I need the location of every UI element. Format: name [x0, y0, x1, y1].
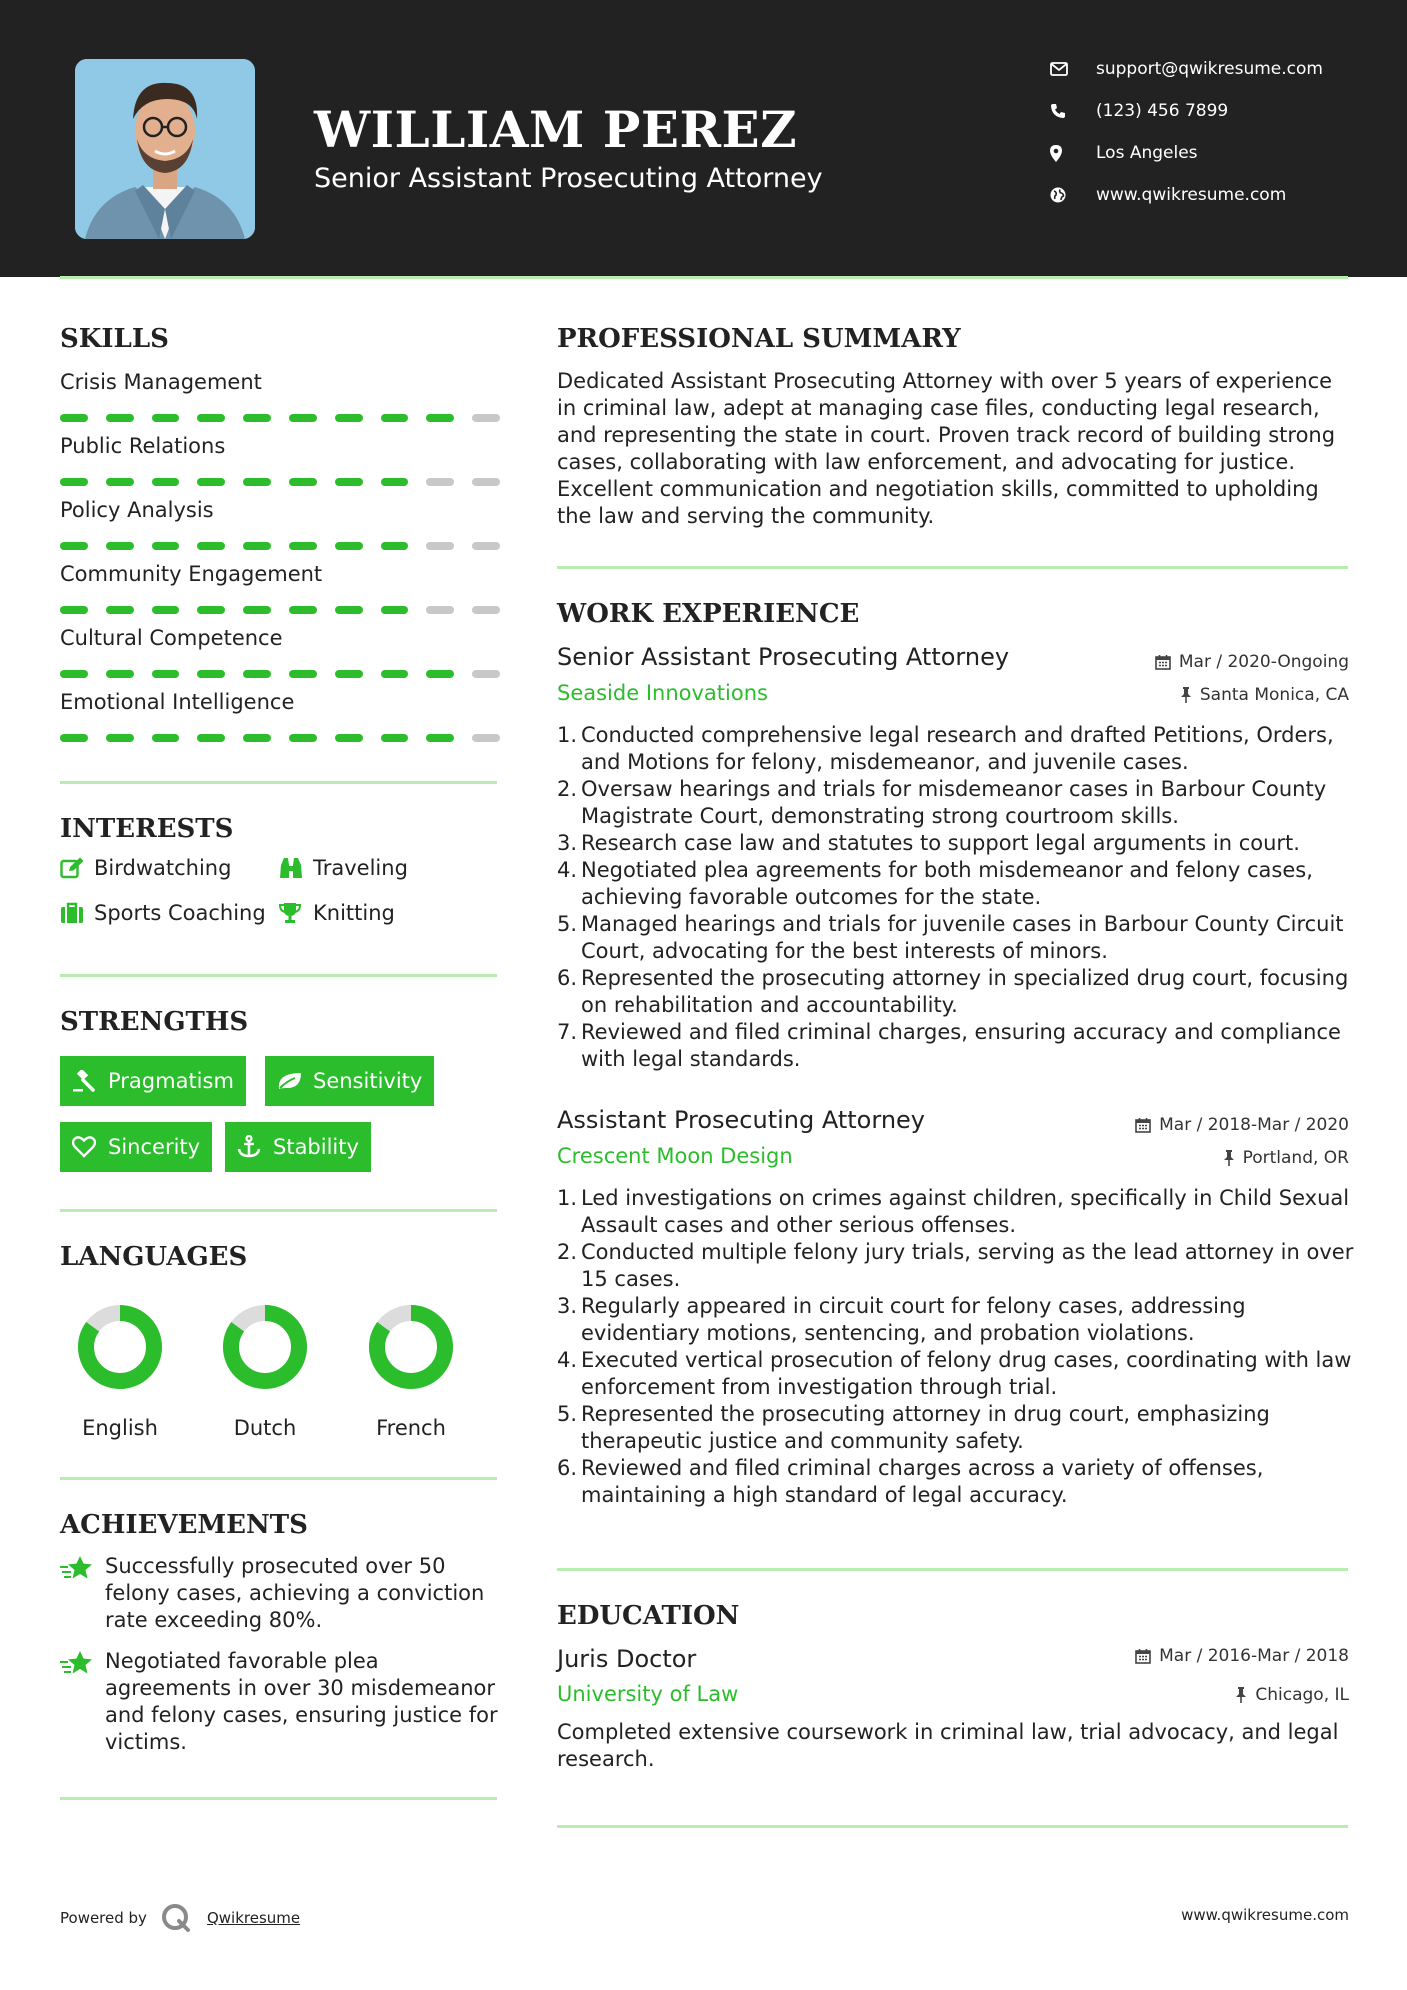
job-location-text: Portland, OR	[1242, 1148, 1349, 1168]
education-description: Completed extensive coursework in criminal law, trial advocacy, and legal research.	[557, 1720, 1339, 1771]
interests-heading: INTERESTS	[60, 814, 234, 844]
bullet-text: Executed vertical prosecution of felony drug cases, coordinating with law enforcement from investigation through trial.	[581, 1348, 1352, 1399]
gavel-icon	[72, 1070, 108, 1092]
skill-level-dot	[381, 670, 409, 678]
languages-heading: LANGUAGES	[60, 1242, 248, 1272]
skill-level-dot	[152, 542, 180, 550]
bullet-text: Regularly appeared in circuit court for felony cases, addressing evidentiary motions, sentencing, and probation violations.	[581, 1294, 1246, 1345]
qwikresume-logo-icon	[161, 1903, 191, 1933]
skill-level-dot	[289, 542, 317, 550]
bullet-text: Oversaw hearings and trials for misdemeanor cases in Barbour County Magistrate Court, demonstrating strong courtroom skills.	[581, 777, 1327, 828]
skill-level-dot	[472, 542, 500, 550]
skill-level-dot	[152, 414, 180, 422]
language-item	[50, 1302, 190, 1440]
company-name: Crescent Moon Design	[557, 1144, 793, 1168]
experience-heading: WORK EXPERIENCE	[557, 599, 860, 629]
interest-label: Knitting	[313, 901, 395, 925]
skill-level-dot	[472, 734, 500, 742]
job-bullet	[557, 830, 1357, 857]
job-bullet	[557, 965, 1357, 1019]
language-name: French	[376, 1416, 446, 1440]
skill-level-dot	[426, 734, 454, 742]
skill-level-dot	[106, 606, 134, 614]
skill-level-dot	[152, 606, 180, 614]
interest-label: Traveling	[313, 856, 408, 880]
skill-level-dot	[197, 606, 225, 614]
bullet-text: Represented the prosecuting attorney in drug court, emphasizing therapeutic justice and community safety.	[581, 1402, 1270, 1453]
education-location	[1235, 1685, 1349, 1705]
summary-heading: PROFESSIONAL SUMMARY	[557, 324, 961, 354]
skill-level-dot	[335, 670, 363, 678]
contact-website-text: www.qwikresume.com	[1096, 185, 1287, 205]
language-gauge	[75, 1302, 165, 1392]
contact-website[interactable]	[1050, 180, 1380, 210]
profile-photo	[75, 59, 255, 239]
resume-header	[0, 0, 1407, 277]
skill-level-dot	[335, 734, 363, 742]
bullet-number: 3.	[557, 1294, 578, 1318]
strengths-heading: STRENGTHS	[60, 1007, 249, 1037]
job-dates-text: Mar / 2018-Mar / 2020	[1159, 1115, 1349, 1135]
phone-icon	[1050, 103, 1080, 119]
skill-level-dot	[335, 414, 363, 422]
pin-icon	[1223, 1150, 1235, 1166]
skill-level-dot	[426, 670, 454, 678]
skill-level-dot	[472, 670, 500, 678]
skill-level-dot	[197, 734, 225, 742]
skill-level-dot	[335, 478, 363, 486]
contact-email-text: support@qwikresume.com	[1096, 59, 1323, 79]
job-title: Senior Assistant Prosecuting Attorney	[557, 643, 1010, 671]
section-divider	[557, 1825, 1348, 1828]
language-gauge	[366, 1302, 456, 1392]
bullet-number: 1.	[557, 1186, 578, 1210]
pin-icon	[1180, 687, 1192, 703]
skill-item	[60, 432, 500, 486]
skill-level-dot	[381, 414, 409, 422]
skill-level-dot	[289, 606, 317, 614]
language-name: Dutch	[233, 1416, 297, 1440]
bullet-number: 4.	[557, 858, 578, 882]
calendar-icon	[1155, 654, 1171, 670]
bullet-text: Research case law and statutes to support legal arguments in court.	[581, 831, 1300, 855]
skill-name: Emotional Intelligence	[60, 690, 295, 714]
strength-label: Sincerity	[108, 1135, 201, 1159]
skill-item	[60, 624, 500, 678]
bullet-text: Represented the prosecuting attorney in specialized drug court, focusing on rehabilitation and accountability.	[581, 966, 1349, 1017]
qwikresume-link[interactable]: Qwikresume	[206, 1909, 301, 1927]
job-bullet	[557, 1019, 1357, 1073]
skill-level-dot	[60, 478, 88, 486]
section-divider	[60, 1797, 497, 1800]
achievements-heading: ACHIEVEMENTS	[60, 1510, 308, 1540]
summary-text: Dedicated Assistant Prosecuting Attorney with over 5 years of experience in criminal law, adept at managing case files, conducting legal research, and representing the state in court. Proven track record of building strong cases, collaborating with law enforcement, and advocating for justice. Excellent communication and negotiation skills, committed to upholding the law and serving the community.	[557, 369, 1336, 528]
job-bullet	[557, 1185, 1357, 1239]
language-item	[341, 1302, 481, 1440]
achievement-text: Negotiated favorable plea agreements in over 30 misdemeanor and felony cases, ensuring justice for victims.	[105, 1649, 498, 1754]
skill-level-dot	[335, 542, 363, 550]
strength-badge	[265, 1056, 434, 1106]
star-icon	[60, 1648, 105, 1756]
skill-level-dot	[426, 542, 454, 550]
skill-level-dot	[197, 542, 225, 550]
skill-level-dot	[106, 734, 134, 742]
bullet-number: 7.	[557, 1020, 578, 1044]
bullet-text: Conducted multiple felony jury trials, serving as the lead attorney in over 15 cases.	[581, 1240, 1354, 1291]
strength-badge	[60, 1122, 212, 1172]
job-dates-text: Mar / 2020-Ongoing	[1178, 652, 1349, 672]
language-gauge	[220, 1302, 310, 1392]
strength-label: Stability	[273, 1135, 359, 1159]
job-bullet	[557, 776, 1357, 830]
strength-label: Sensitivity	[313, 1069, 423, 1093]
skill-level-dot	[243, 414, 271, 422]
strength-label: Pragmatism	[108, 1069, 234, 1093]
candidate-name: WILLIAM PEREZ	[314, 100, 798, 159]
skill-level-dot	[60, 542, 88, 550]
skill-level-dot	[106, 478, 134, 486]
bullet-number: 4.	[557, 1348, 578, 1372]
skill-level-dot	[106, 414, 134, 422]
contact-phone[interactable]	[1050, 96, 1380, 126]
job-location-text: Santa Monica, CA	[1199, 685, 1349, 705]
job-location	[1180, 685, 1349, 705]
bullet-number: 5.	[557, 912, 578, 936]
skill-level-dot	[472, 606, 500, 614]
skill-level-dot	[381, 606, 409, 614]
section-divider	[60, 1209, 497, 1212]
skill-level-bar	[60, 542, 500, 550]
envelope-icon	[1050, 62, 1080, 76]
skill-item	[60, 560, 500, 614]
interest-item	[279, 901, 395, 925]
language-item	[195, 1302, 335, 1440]
skill-level-dot	[381, 542, 409, 550]
skill-name: Crisis Management	[60, 370, 262, 394]
edit-icon	[60, 857, 94, 879]
star-icon	[60, 1553, 105, 1634]
powered-by-label: Powered by	[60, 1909, 147, 1927]
skill-item	[60, 496, 500, 550]
job-bullets	[557, 1185, 1357, 1509]
strength-badge	[60, 1056, 246, 1106]
skill-item	[60, 368, 500, 422]
skill-item	[60, 688, 500, 742]
skill-level-dot	[60, 606, 88, 614]
skill-level-dot	[197, 414, 225, 422]
job-bullet	[557, 1293, 1357, 1347]
section-divider	[60, 781, 497, 784]
skill-level-dot	[426, 478, 454, 486]
bullet-number: 6.	[557, 1456, 578, 1480]
job-bullet	[557, 911, 1357, 965]
skill-level-dot	[289, 670, 317, 678]
skill-level-dot	[426, 414, 454, 422]
school-name: University of Law	[557, 1682, 739, 1706]
interest-item	[60, 901, 266, 925]
bullet-text: Negotiated plea agreements for both misdemeanor and felony cases, achieving favorable outcomes for the state.	[581, 858, 1313, 909]
job-location	[1223, 1148, 1349, 1168]
bullet-number: 3.	[557, 831, 578, 855]
job-bullets	[557, 722, 1357, 1073]
skill-level-bar	[60, 734, 500, 742]
achievement-item	[60, 1648, 500, 1756]
achievement-item	[60, 1553, 500, 1634]
section-divider	[60, 974, 497, 977]
job-bullet	[557, 1401, 1357, 1455]
skill-level-dot	[243, 606, 271, 614]
degree-title: Juris Doctor	[557, 1645, 697, 1673]
calendar-icon	[1135, 1117, 1151, 1133]
skill-level-dot	[426, 606, 454, 614]
job-bullet	[557, 1347, 1357, 1401]
skill-level-dot	[472, 414, 500, 422]
education-dates-text: Mar / 2016-Mar / 2018	[1159, 1646, 1349, 1666]
skill-level-dot	[152, 734, 180, 742]
contact-email[interactable]	[1050, 54, 1380, 84]
skill-level-dot	[152, 478, 180, 486]
contact-phone-text: (123) 456 7899	[1096, 101, 1229, 121]
skill-name: Policy Analysis	[60, 498, 214, 522]
language-name: English	[82, 1416, 158, 1440]
job-bullet	[557, 1239, 1357, 1293]
skills-heading: SKILLS	[60, 324, 169, 354]
map-marker-icon	[1050, 145, 1080, 162]
section-divider	[557, 566, 1348, 569]
skill-level-dot	[197, 478, 225, 486]
skill-level-dot	[106, 542, 134, 550]
skill-level-bar	[60, 478, 500, 486]
anchor-icon	[237, 1135, 273, 1159]
skill-level-dot	[60, 414, 88, 422]
calendar-icon	[1135, 1648, 1151, 1664]
skill-level-dot	[289, 734, 317, 742]
bullet-number: 6.	[557, 966, 578, 990]
header-divider	[60, 276, 1348, 279]
interest-label: Sports Coaching	[94, 901, 266, 925]
footer-powered-by	[60, 1903, 300, 1933]
skill-level-dot	[289, 414, 317, 422]
company-name: Seaside Innovations	[557, 681, 768, 705]
interest-item	[279, 856, 408, 880]
globe-icon	[1050, 187, 1080, 203]
strength-badge	[225, 1122, 371, 1172]
job-bullet	[557, 857, 1357, 911]
skill-level-dot	[60, 734, 88, 742]
skill-level-bar	[60, 606, 500, 614]
interest-label: Birdwatching	[94, 856, 232, 880]
achievement-text: Successfully prosecuted over 50 felony cases, achieving a conviction rate exceeding 80%.	[105, 1554, 485, 1632]
leaf-icon	[277, 1071, 313, 1091]
skill-level-bar	[60, 414, 500, 422]
skill-name: Public Relations	[60, 434, 226, 458]
skill-level-dot	[289, 478, 317, 486]
skill-level-dot	[381, 734, 409, 742]
job-bullet	[557, 1455, 1357, 1509]
heart-icon	[72, 1136, 108, 1158]
bullet-text: Managed hearings and trials for juvenile cases in Barbour County Circuit Court, advocating for the best interests of minors.	[581, 912, 1344, 963]
skill-level-dot	[243, 670, 271, 678]
bullet-text: Conducted comprehensive legal research and drafted Petitions, Orders, and Motions for felony, misdemeanor, and juvenile cases.	[581, 723, 1334, 774]
job-title: Assistant Prosecuting Attorney	[557, 1106, 925, 1134]
education-heading: EDUCATION	[557, 1601, 740, 1631]
interest-item	[60, 856, 231, 880]
bullet-number: 2.	[557, 1240, 578, 1264]
pin-icon	[1235, 1687, 1247, 1703]
trophy-icon	[279, 902, 313, 924]
skill-level-dot	[335, 606, 363, 614]
section-divider	[60, 1477, 497, 1480]
section-divider	[557, 1568, 1348, 1571]
bullet-number: 5.	[557, 1402, 578, 1426]
skill-level-dot	[106, 670, 134, 678]
skill-name: Community Engagement	[60, 562, 323, 586]
bullet-text: Reviewed and filed criminal charges, ensuring accuracy and compliance with legal standards.	[581, 1020, 1341, 1071]
bullet-text: Led investigations on crimes against children, specifically in Child Sexual Assault cases and other serious offenses.	[581, 1186, 1350, 1237]
job-dates	[1135, 1115, 1349, 1135]
contact-location-text: Los Angeles	[1096, 143, 1198, 163]
briefcase-icon	[60, 902, 94, 924]
skill-level-dot	[243, 542, 271, 550]
job-bullet	[557, 722, 1357, 776]
education-dates	[1135, 1646, 1349, 1666]
skill-level-dot	[152, 670, 180, 678]
skill-level-dot	[243, 734, 271, 742]
skill-level-dot	[60, 670, 88, 678]
contact-location	[1050, 138, 1380, 168]
bullet-number: 1.	[557, 723, 578, 747]
skill-level-dot	[381, 478, 409, 486]
bullet-number: 2.	[557, 777, 578, 801]
skill-level-dot	[243, 478, 271, 486]
footer-website[interactable]: www.qwikresume.com	[1181, 1906, 1349, 1924]
skill-level-bar	[60, 670, 500, 678]
skill-name: Cultural Competence	[60, 626, 283, 650]
job-dates	[1155, 652, 1349, 672]
bullet-text: Reviewed and filed criminal charges across a variety of offenses, maintaining a high standard of legal accuracy.	[581, 1456, 1264, 1507]
skill-level-dot	[472, 478, 500, 486]
education-location-text: Chicago, IL	[1255, 1685, 1349, 1705]
skill-level-dot	[197, 670, 225, 678]
candidate-title: Senior Assistant Prosecuting Attorney	[314, 163, 823, 194]
binoculars-icon	[279, 857, 313, 879]
